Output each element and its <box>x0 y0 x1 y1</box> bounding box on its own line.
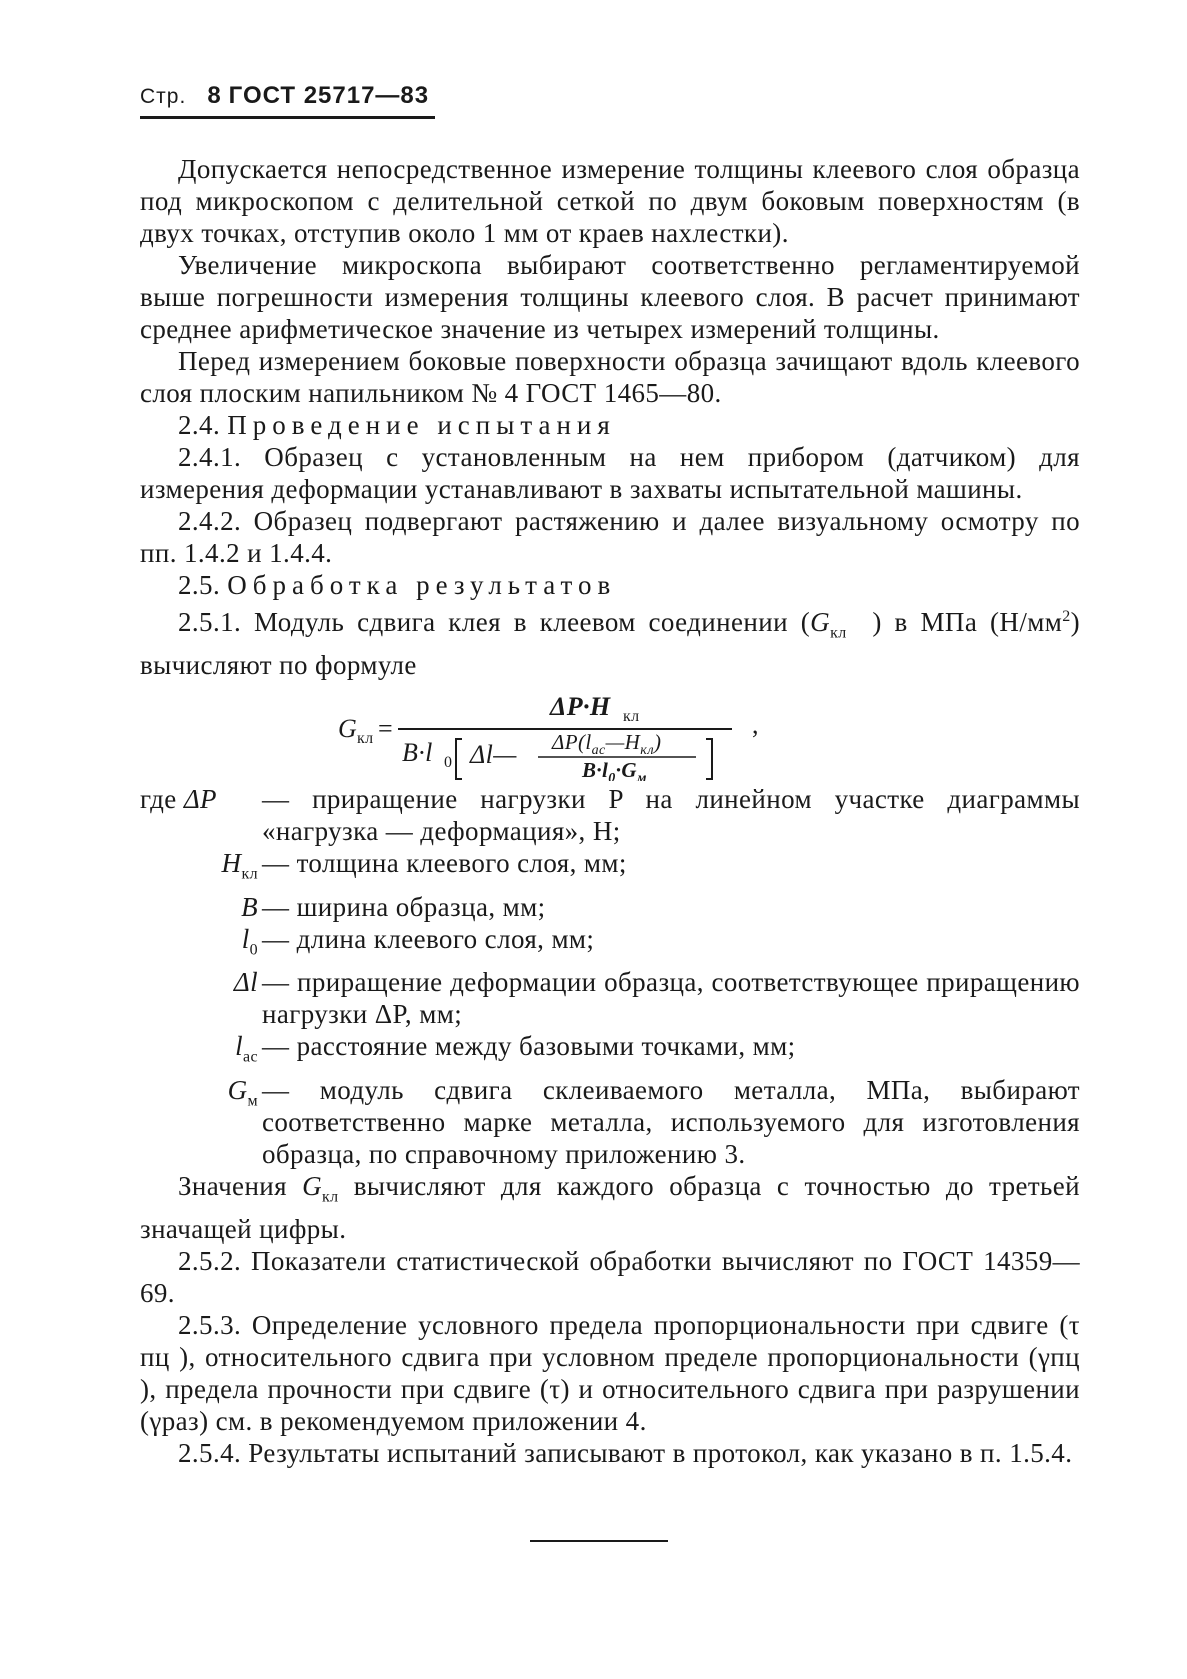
definition-row: B — ширина образца, мм; <box>140 891 1080 923</box>
section-heading-2-5 <box>140 569 1080 601</box>
section-title: Обработка результатов <box>227 570 617 600</box>
body-text <box>140 153 1080 1469</box>
formula-denominator-pre: B·l <box>402 738 433 768</box>
definition-row: где ΔP — приращение нагрузки P на линейном участке диаграммы «нагрузка — деформация», Н; <box>140 784 1080 847</box>
section-number: 2.4. <box>178 410 221 440</box>
paragraph-values: Значения $G_{кл}$ вычисляют для каждого образца с точностью до третьей значащей цифры. <box>140 1170 1081 1244</box>
definition-text: модуль сдвига склеиваемого металла, МПа, выбирают соответственно марке металла, используемого для изготовления образца, по справочному приложению 3. <box>262 1074 1080 1169</box>
text-run: ) вычисляют по формуле <box>140 607 1081 681</box>
formula-equals: = <box>378 714 394 744</box>
paragraph: 2.5.4. Результаты испытаний записывают в протокол, как указано в п. 1.5.4. <box>178 1437 1073 1468</box>
paragraph: 2.4.2. Образец подвергают растяжению и далее визуальному осмотру по пп. 1.4.2 и 1.4.4. <box>140 506 1080 568</box>
paragraph: 2.5.3. Определение условного предела пропорциональности при сдвиге (τ пц ), относительного сдвига при условном пределе пропорциональности (γпц ), предела прочности при сдвиге (τ) и относительного сдвига при разрушении (γраз) см. в рекомендуемом приложении 4. <box>140 1309 1080 1436</box>
symbol: G <box>810 607 831 637</box>
definition-text: ширина образца, мм; <box>296 891 546 922</box>
definition-symbol: $l_{ac}$ <box>235 1031 258 1066</box>
paragraph: Перед измерением боковые поверхности образца зачищают вдоль клеевого слоя плоским напильником № 4 ГОСТ 1465—80. <box>140 346 1080 408</box>
left-bracket <box>456 739 462 779</box>
definition-symbol: B <box>241 891 258 922</box>
definition-row: $l_0$ — длина клеевого слоя, мм; <box>140 923 1080 966</box>
section-number: 2.5. <box>178 570 221 600</box>
definition-row: $G_м$ — модуль сдвига склеиваемого металла, МПа, выбирают соответственно марке металла, используемого для изготовления образца, по справочному приложению 3. <box>140 1074 1080 1170</box>
text-run: 2.5.1. Модуль сдвига клея в клеевом соединении ( <box>178 607 811 637</box>
formula-lhs-sub: кл <box>357 730 374 748</box>
definition-row: $H_{кл}$ — толщина клеевого слоя, мм; <box>140 847 1080 890</box>
definition-symbol: $l_0$ <box>241 923 258 959</box>
formula-comma: , <box>752 710 759 740</box>
right-bracket <box>706 739 712 779</box>
text-run: ) в МПа (Н/мм <box>872 607 1063 637</box>
paragraph: 2.4.1. Образец с установленным на нем прибором (датчиком) для измерения деформации устанавливают в захваты испытательной машины. <box>140 442 1080 504</box>
where-word: где <box>140 784 177 815</box>
definition-text: длина клеевого слоя, мм; <box>296 923 595 954</box>
page-number: 8 <box>207 82 222 109</box>
definition-symbol: $G_м$ <box>227 1074 258 1109</box>
superscript: 2 <box>1062 608 1071 625</box>
paragraph: 2.5.2. Показатели статистической обработки вычисляют по ГОСТ 14359—69. <box>140 1245 1080 1308</box>
formula-denominator-sub: 0 <box>444 754 453 772</box>
formula-delta-l: Δl— <box>470 740 517 770</box>
definition-text: приращение нагрузки P на линейном участке диаграммы «нагрузка — деформация», Н; <box>262 784 1080 847</box>
inner-denominator: $B\cdot l_0\cdot G_м$ <box>582 758 647 782</box>
definition-row: Δl — приращение деформации образца, соответствующее приращению нагрузки ΔP, мм; <box>140 966 1080 1030</box>
inner-numerator: $\Delta P(l_{ac}—H_{кл})$ <box>552 730 662 759</box>
page-header <box>140 82 1080 110</box>
definition-symbol: где ΔP <box>140 784 217 815</box>
document-page <box>140 82 1080 1469</box>
standard-number: ГОСТ 25717—83 <box>228 82 430 109</box>
section-heading-2-4 <box>140 409 1080 441</box>
paragraph: Допускается непосредственное измерение толщины клеевого слоя образца под микроскопом с делительной сеткой по двум боковым поверхностям (в двух точках, отступив около 1 мм от краев нахлестки). <box>140 154 1080 248</box>
symbol-definitions <box>140 783 1080 1169</box>
definition-text: приращение деформации образца, соответствующее приращению нагрузки ΔP, мм; <box>262 967 1080 1030</box>
definition-text: толщина клеевого слоя, мм; <box>296 848 627 879</box>
formula-numerator-sub: кл <box>623 708 640 726</box>
paragraph: Увеличение микроскопа выбирают соответственно регламентируемой выше погрешности измерения толщины клеевого слоя. В расчет принимают среднее арифметическое значение из четырех измерений толщины. <box>140 250 1080 344</box>
definition-row: $l_{ac}$ — расстояние между базовыми точками, мм; <box>140 1030 1080 1073</box>
formula-lhs: G <box>338 714 358 744</box>
paragraph-2-5-1 <box>140 601 1080 681</box>
header-rule <box>140 116 435 119</box>
definition-symbol: Δl <box>233 967 258 998</box>
formula-svg <box>140 685 1080 781</box>
formula-block <box>140 685 1080 781</box>
formula-numerator: ΔP·H <box>550 692 611 722</box>
subscript: кл <box>830 624 847 642</box>
page-label: Стр. <box>140 85 187 108</box>
definition-symbol: $H_{кл}$ <box>221 848 258 883</box>
section-title: Проведение испытания <box>227 410 616 440</box>
end-rule <box>530 1540 668 1542</box>
definition-text: расстояние между базовыми точками, мм; <box>296 1031 796 1062</box>
